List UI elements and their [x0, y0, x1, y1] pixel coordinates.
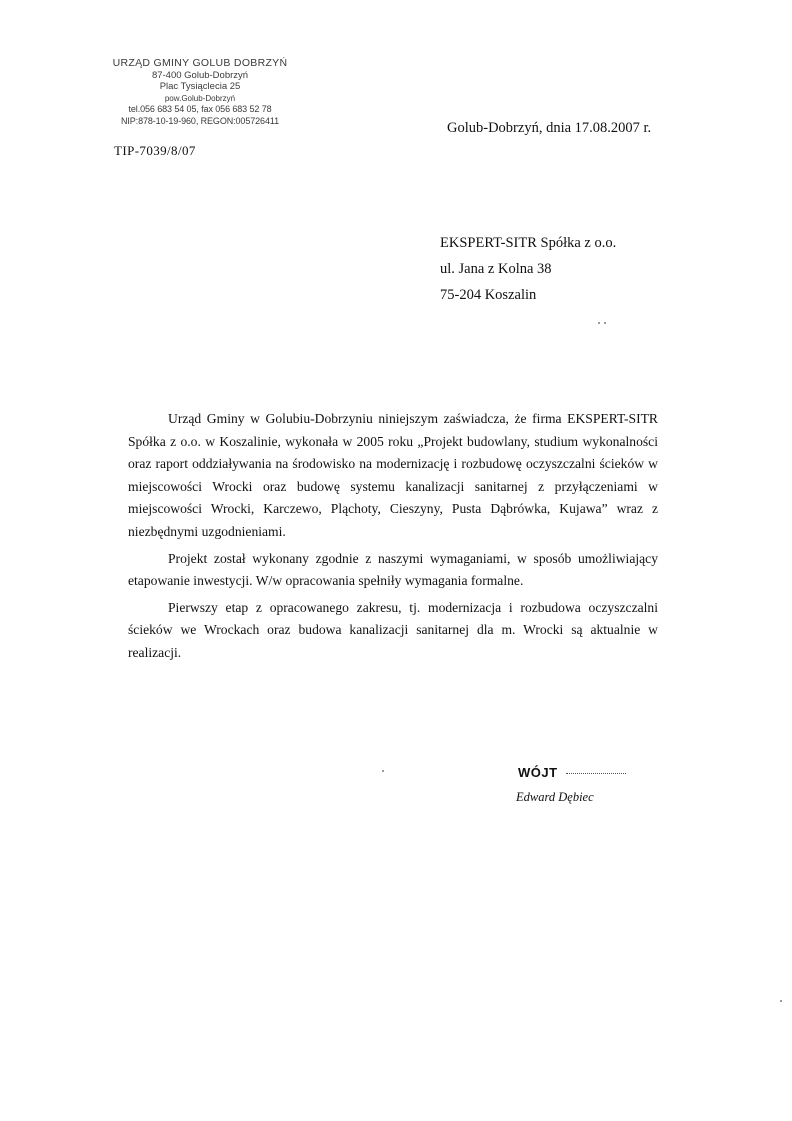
recipient-address — [440, 230, 616, 308]
signatory-title: WÓJT — [518, 765, 558, 780]
letterhead-county: pow.Golub-Dobrzyń — [164, 93, 236, 103]
letterhead-tax-ids: NIP:878-10-19-960, REGON:005726411 — [120, 115, 280, 126]
letterhead-stamp — [100, 58, 300, 127]
letter-body — [128, 408, 658, 669]
scan-speck — [780, 1000, 782, 1002]
body-paragraph-2: Projekt został wykonany zgodnie z naszymi wymaganiami, w sposób umożliwiający etapowanie inwestycji. W/w opracowania spełniły wymagania formalne. — [128, 550, 658, 589]
letterhead-office-name: URZĄD GMINY GOLUB DOBRZYŃ — [112, 57, 288, 69]
letterhead-street: Plac Tysiąclecia 25 — [159, 81, 241, 92]
recipient-name: EKSPERT-SITR Spółka z o.o. — [440, 235, 617, 251]
scan-speck — [604, 322, 606, 324]
recipient-street: ul. Jana z Kolna 38 — [440, 261, 552, 277]
body-paragraph-3: Pierwszy etap z opracowanego zakresu, tj. modernizacja i rozbudowa oczyszczalni ścieków we Wrockach oraz budowa kanalizacji sanitarnej dla m. Wrocki są aktualnie w realizacji. — [128, 599, 658, 660]
letterhead-postal: 87-400 Golub-Dobrzyń — [151, 69, 249, 81]
body-paragraph-1: Urząd Gminy w Golubiu-Dobrzyniu niniejszym zaświadcza, że firma EKSPERT-SITR Spółka z o.o. w Koszalinie, wykonała w 2005 roku „Projekt budowlany, studium wykonalności oraz raport oddziaływania na środowisko na modernizację i rozbudowę oczyszczalni ścieków w miejscowości Wrocki oraz budowę systemu kanalizacji sanitarnej z przyłączeniami w miejscowości Wrocki, Karczewo, Pląchoty, Cieszyny, Pusta Dąbrówka, Kujawa” wraz z niezbędnymi uzgodnieniami. — [128, 411, 658, 539]
recipient-city: 75-204 Koszalin — [440, 287, 537, 303]
place-and-date: Golub-Dobrzyń, dnia 17.08.2007 r. — [447, 120, 652, 136]
scan-speck — [382, 770, 384, 772]
signatory-name: Edward Dębiec — [516, 790, 594, 804]
letterhead-phone: tel.056 683 54 05, fax 056 683 52 78 — [128, 104, 272, 114]
scan-speck — [598, 322, 600, 324]
signature-line — [566, 773, 626, 774]
signature-block — [510, 764, 670, 805]
reference-number: TIP-7039/8/07 — [114, 143, 196, 158]
